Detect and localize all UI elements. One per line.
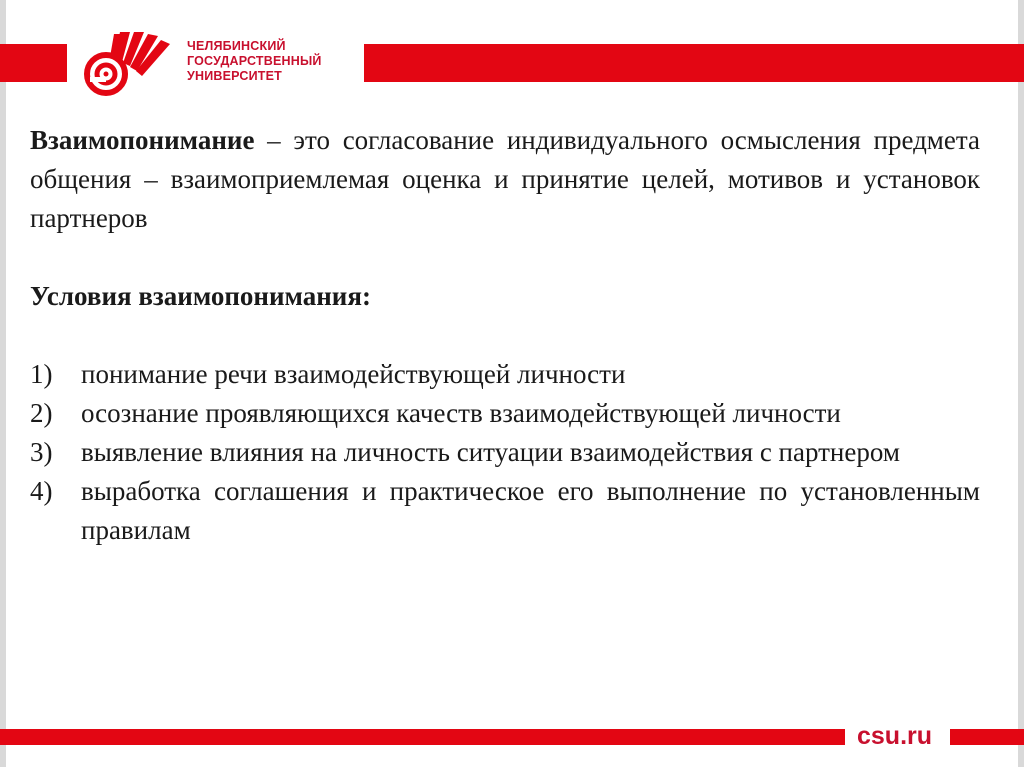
list-item-number: 2) xyxy=(30,398,53,428)
university-name-line-3: УНИВЕРСИТЕТ xyxy=(187,69,282,83)
university-name-line-2: ГОСУДАРСТВЕННЫЙ xyxy=(187,54,322,68)
list-item xyxy=(30,472,980,550)
list-item-number: 4) xyxy=(30,476,53,506)
conditions-list xyxy=(30,355,980,550)
list-item-number: 3) xyxy=(30,437,53,467)
list-item xyxy=(30,394,980,433)
list-item-number: 1) xyxy=(30,359,53,389)
footer-site-link[interactable]: csu.ru xyxy=(857,722,933,750)
list-item-text: понимание речи взаимодействующей личности xyxy=(81,359,626,389)
definition-term: Взаимопонимание xyxy=(30,125,255,155)
slide-content xyxy=(30,121,980,550)
university-name xyxy=(187,39,322,84)
list-item xyxy=(30,433,980,472)
header-bar-left xyxy=(0,44,67,82)
header-bar-right xyxy=(364,44,1024,82)
list-item-text: выявление влияния на личность ситуации взаимодействия с партнером xyxy=(81,437,900,467)
definition-paragraph xyxy=(30,121,980,238)
list-item-text: выработка соглашения и практическое его выполнение по установленным правилам xyxy=(81,476,980,545)
university-name-line-1: ЧЕЛЯБИНСКИЙ xyxy=(187,39,286,53)
list-item-text: осознание проявляющихся качеств взаимодействующей личности xyxy=(81,398,841,428)
footer-bar-right xyxy=(950,729,1024,745)
definition-text: – это согласование индивидуального осмысления предмета общения – взаимоприемлемая оценка и принятие целей, мотивов и установок партнеров xyxy=(30,125,980,233)
conditions-title: Условия взаимопонимания: xyxy=(30,281,371,311)
csu-logo-icon xyxy=(80,30,175,100)
list-item xyxy=(30,355,980,394)
right-edge-strip xyxy=(1018,0,1024,767)
left-edge-strip xyxy=(0,0,6,767)
footer-bar-left xyxy=(0,729,845,745)
